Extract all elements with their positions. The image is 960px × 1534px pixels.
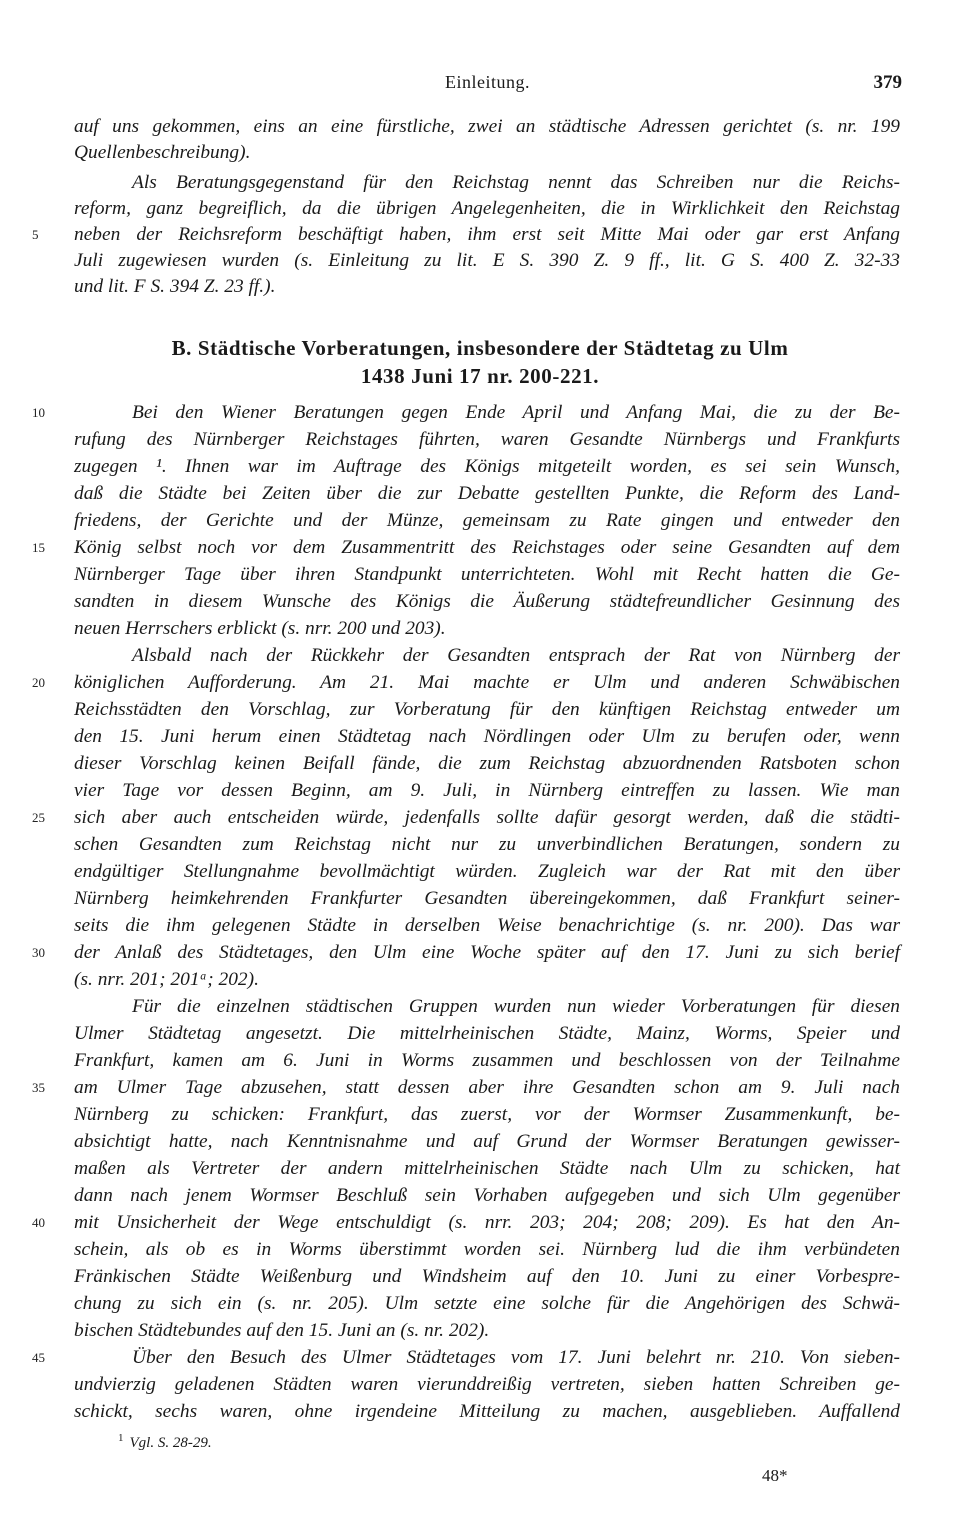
line-number: 45 (32, 1350, 45, 1365)
text-line: Ulmer Städtetag angesetzt. Die mittelrheinischen Städte, Mainz, Worms, Speier und (74, 1023, 900, 1044)
text-line: Frankfurt, kamen am 6. Juni in Worms zusammen und beschlossen von der Teilnahme (74, 1050, 900, 1071)
line-number: 15 (32, 540, 45, 555)
line-number: 5 (32, 227, 39, 242)
text-line: Quellenbeschreibung). (74, 142, 251, 163)
line-number: 30 (32, 945, 45, 960)
text-line: seits die ihm gelegenen Städte in derselben Weise benachrichtige (s. nr. 200). Das war (74, 915, 900, 936)
text-line: reform, ganz begreiflich, da die übrigen Angelegenheiten, die in Wirklichkeit den Reichstag (74, 198, 900, 219)
text-line: Als Beratungsgegenstand für den Reichstag nennt das Schreiben nur die Reichs- (132, 172, 900, 193)
text-line: Nürnberg zu schicken: Frankfurt, das zuerst, vor der Wormser Zusammenkunft, be- (74, 1104, 900, 1125)
text-line: undvierzig geladenen Städten waren vierunddreißig vertreten, sieben hatten Schreiben ge- (74, 1374, 900, 1395)
text-line: und lit. F S. 394 Z. 23 ff.). (74, 276, 276, 297)
text-line: (s. nrr. 201; 201ᵃ; 202). (74, 969, 259, 990)
line-number: 10 (32, 405, 45, 420)
text-line: neben der Reichsreform beschäftigt haben, ihm erst seit Mitte Mai oder gar erst Anfang (74, 224, 900, 245)
text-line: Für die einzelnen städtischen Gruppen wurden nun wieder Vorberatungen für diesen (132, 996, 900, 1017)
text-line: daß die Städte bei Zeiten über die zur Debatte gestellten Punkte, die Reform des Land- (74, 483, 900, 504)
text-line: Reichsstädten den Vorschlag, zur Vorberatung für den künftigen Reichstag entweder um (74, 699, 900, 720)
text-line: Über den Besuch des Ulmer Städtetages vom 17. Juni belehrt nr. 210. Von sieben- (132, 1347, 900, 1368)
text-line: Bei den Wiener Beratungen gegen Ende April und Anfang Mai, die zu der Be- (132, 402, 900, 423)
text-line: Alsbald nach der Rückkehr der Gesandten entsprach der Rat von Nürnberg der (132, 645, 900, 666)
line-number: 40 (32, 1215, 45, 1230)
running-title: Einleitung. (445, 72, 530, 92)
line-number: 35 (32, 1080, 45, 1095)
text-line: am Ulmer Tage abzusehen, statt dessen aber ihre Gesandten schon am 9. Juli nach (74, 1077, 900, 1098)
text-line: endgültiger Stellungnahme bevollmächtigt würden. Zugleich war der Rat mit den über (74, 861, 900, 882)
footnote-marker: 1 (118, 1432, 124, 1444)
text-line: Juli zugewiesen wurden (s. Einleitung zu lit. E S. 390 Z. 9 ff., lit. G S. 400 Z. 32-33 (74, 250, 900, 271)
section-heading: B. Städtische Vorberatungen, insbesondere der Städtetag zu Ulm (171, 336, 789, 360)
text-line: rufung des Nürnberger Reichstages führten, waren Gesandte Nürnbergs und Frankfurts (74, 429, 900, 450)
text-line: zugegen ¹. Ihnen war im Auftrage des Königs mitgeteilt worden, es sei sein Wunsch, (74, 456, 900, 477)
page-number: 379 (873, 72, 902, 93)
text-line: maßen als Vertreter der andern mittelrheinischen Städte nach Ulm zu schicken, hat (74, 1158, 900, 1179)
text-line: dann nach jenem Wormser Beschluß sein Vorhaben aufgegeben und sich Ulm gegenüber (74, 1185, 900, 1206)
text-line: neuen Herrschers erblickt (s. nrr. 200 und 203). (74, 618, 446, 639)
text-line: sich aber auch entscheiden würde, jedenfalls sollte dafür gesorgt werden, daß die städti- (74, 807, 900, 828)
text-line: mit Unsicherheit der Wege entschuldigt (s. nrr. 203; 204; 208; 209). Es hat den An- (74, 1212, 900, 1233)
text-line: dieser Vorschlag keinen Beifall fände, die zum Reichstag abzuordnenden Ratsboten schon (74, 753, 900, 774)
signature-mark: 48* (762, 1466, 788, 1485)
running-header (0, 72, 960, 100)
text-line: königlichen Aufforderung. Am 21. Mai machte er Ulm und anderen Schwäbischen (74, 672, 900, 693)
line-number: 20 (32, 675, 45, 690)
text-line: sandten in diesem Wunsche des Königs die Äußerung städtefreundlicher Gesinnung des (74, 591, 900, 612)
text-line: schen Gesandten zum Reichstag nicht nur zu unverbindlichen Beratungen, sondern zu (74, 834, 900, 855)
section-heading-date: 1438 Juni 17 nr. 200-221. (360, 364, 600, 388)
text-line: Fränkischen Städte Weißenburg und Windsheim auf den 10. Juni zu einer Vorbespre- (74, 1266, 900, 1287)
text-line: chung zu sich ein (s. nr. 205). Ulm setzte eine solche für die Angehörigen des Schwä- (74, 1293, 900, 1314)
text-line: auf uns gekommen, eins an eine fürstliche, zwei an städtische Adressen gerichtet (s. nr. 199 (74, 116, 900, 137)
text-line: bischen Städtebundes auf den 15. Juni an (s. nr. 202). (74, 1320, 490, 1341)
line-number: 25 (32, 810, 45, 825)
text-line: schein, als ob es in Worms überstimmt worden sei. Nürnberg lud die ihm verbündeten (74, 1239, 900, 1260)
text-line: schickt, sechs waren, ohne irgendeine Mitteilung zu machen, ausgeblieben. Auffallend (74, 1401, 900, 1422)
text-line: der Anlaß des Städtetages, den Ulm eine Woche später auf den 17. Juni zu sich berief (74, 942, 900, 963)
text-line: absichtigt hatte, nach Kenntnisnahme und auf Grund der Wormser Beratungen gewisser- (74, 1131, 900, 1152)
footnote-text: Vgl. S. 28-29. (129, 1435, 212, 1451)
footnote (118, 1432, 212, 1452)
text-line: den 15. Juni herum einen Städtetag nach Nördlingen oder Ulm zu berufen oder, wenn (74, 726, 900, 747)
text-line: friedens, der Gerichte und der Münze, gemeinsam zu Rate gingen und entweder den (74, 510, 900, 531)
text-line: vier Tage vor dessen Beginn, am 9. Juli, in Nürnberg eintreffen zu lassen. Wie man (74, 780, 900, 801)
text-line: Nürnberger Tage über ihren Standpunkt unterrichteten. Wohl mit Recht hatten die Ge- (74, 564, 900, 585)
text-line: König selbst noch vor dem Zusammentritt des Reichstages oder seine Gesandten auf dem (74, 537, 900, 558)
text-line: Nürnberg heimkehrenden Frankfurter Gesandten übereingekommen, daß Frankfurt seiner- (74, 888, 900, 909)
